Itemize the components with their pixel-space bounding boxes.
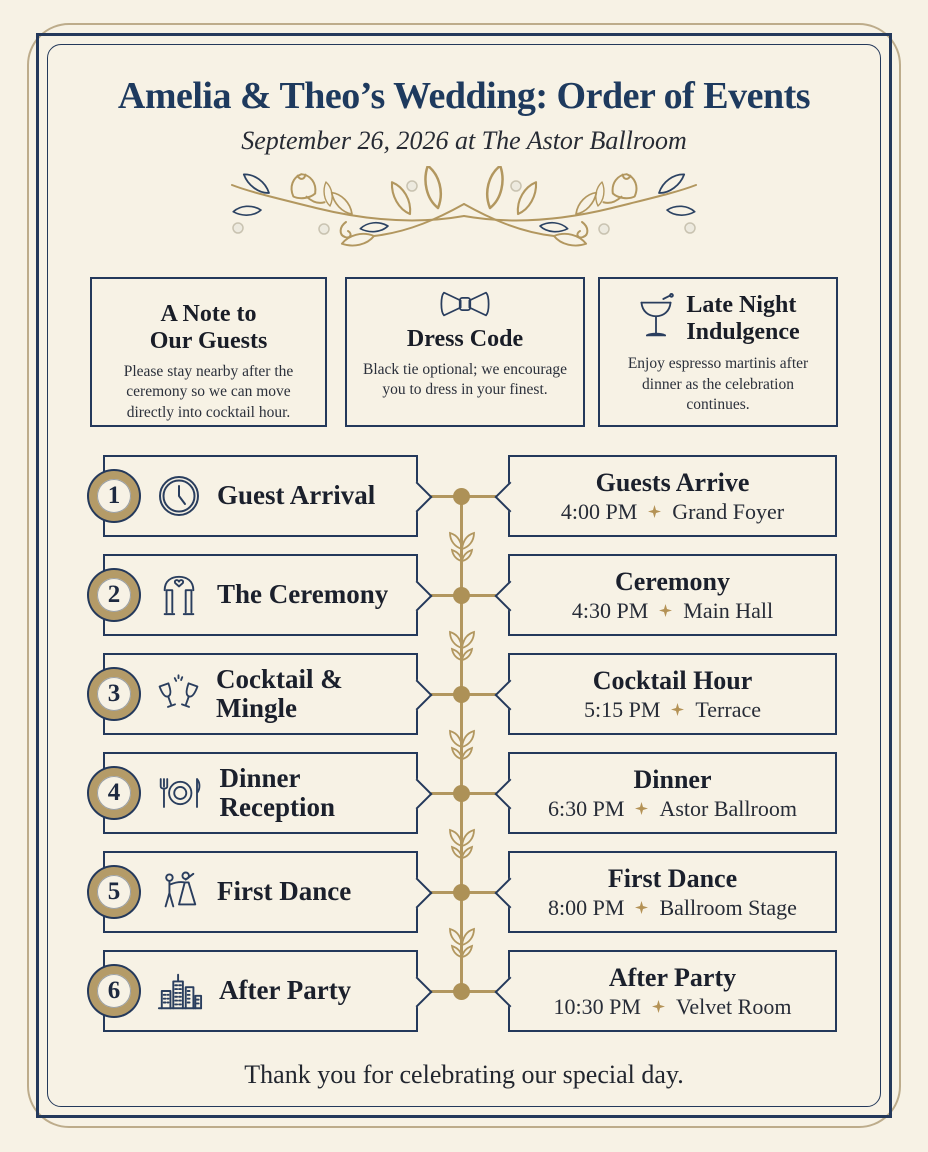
dancing-couple-icon <box>157 870 201 914</box>
event-time: 5:15 PM <box>583 696 661 722</box>
event-detail-box <box>508 851 837 933</box>
event-label: Guest Arrival <box>217 480 376 511</box>
city-skyline-icon <box>157 969 203 1013</box>
event-label: Cocktail & Mingle <box>216 663 343 723</box>
timeline-row <box>103 950 837 1032</box>
coupe-glass-icon <box>636 291 676 347</box>
event-title: Ceremony <box>614 566 731 596</box>
late-night-card <box>598 277 838 427</box>
bow-tie-icon <box>437 287 493 321</box>
event-label-box <box>103 455 418 537</box>
timeline-dot <box>453 488 470 505</box>
events-timeline <box>103 455 837 1035</box>
chevron-left <box>494 778 525 809</box>
note-to-guests-card <box>90 277 327 427</box>
timeline-row <box>103 455 837 537</box>
card-body: Enjoy espresso martinis after dinner as the celebration continues. <box>627 355 809 414</box>
timeline-row <box>103 752 837 834</box>
sparkle-icon <box>671 703 684 716</box>
wedding-arch-icon <box>157 573 201 617</box>
card-body: Please stay nearby after the ceremony so we can move directly into cocktail hour. <box>123 362 294 421</box>
sparkle-icon <box>648 505 661 518</box>
floral-divider-ornament <box>229 166 699 262</box>
timeline-row <box>103 653 837 735</box>
event-label: The Ceremony <box>217 579 389 610</box>
event-venue: Terrace <box>695 696 762 722</box>
page-title: Amelia & Theo’s Wedding: Order of Events <box>117 75 811 117</box>
event-title: First Dance <box>607 863 738 893</box>
event-title: Dinner <box>633 764 712 794</box>
card-title: Late Night Indulgence <box>686 292 800 345</box>
step-number-badge: 4 <box>89 768 139 818</box>
chevron-left <box>494 481 525 512</box>
champagne-glasses-icon <box>157 672 200 716</box>
event-label: Dinner Reception <box>219 762 335 822</box>
dress-code-card <box>345 277 585 427</box>
event-label-box <box>103 653 418 735</box>
chevron-right <box>401 580 432 611</box>
chevron-left <box>494 877 525 908</box>
event-time: 4:00 PM <box>560 498 638 524</box>
chevron-left <box>494 679 525 710</box>
chevron-left <box>494 580 525 611</box>
event-venue: Velvet Room <box>675 993 792 1019</box>
timeline-row <box>103 851 837 933</box>
event-title: After Party <box>608 962 737 992</box>
event-detail-box <box>508 950 837 1032</box>
timeline-dot <box>453 983 470 1000</box>
event-time: 4:30 PM <box>571 597 649 623</box>
sparkle-icon <box>635 802 648 815</box>
event-detail-box <box>508 455 837 537</box>
step-number-badge: 2 <box>89 570 139 620</box>
card-body: Black tie optional; we encourage you to dress in your finest. <box>362 360 567 399</box>
event-label-box <box>103 950 418 1032</box>
timeline-dot <box>453 884 470 901</box>
event-label: First Dance <box>217 876 352 907</box>
event-venue: Astor Ballroom <box>659 795 797 821</box>
event-detail-box <box>508 554 837 636</box>
chevron-left <box>494 976 525 1007</box>
card-title: A Note to Our Guests <box>149 301 268 354</box>
step-number-badge: 1 <box>89 471 139 521</box>
event-venue: Main Hall <box>683 597 774 623</box>
event-label-box <box>103 752 418 834</box>
timeline-dot <box>453 686 470 703</box>
step-number-badge: 6 <box>89 966 139 1016</box>
sparkle-icon <box>659 604 672 617</box>
event-label: After Party <box>219 975 352 1006</box>
step-number-badge: 5 <box>89 867 139 917</box>
event-detail-box <box>508 752 837 834</box>
event-detail-box <box>508 653 837 735</box>
chevron-right <box>401 877 432 908</box>
page-subtitle: September 26, 2026 at The Astor Ballroom <box>241 126 687 155</box>
event-venue: Grand Foyer <box>672 498 785 524</box>
timeline-dot <box>453 587 470 604</box>
sparkle-icon <box>652 1000 665 1013</box>
timeline-dot <box>453 785 470 802</box>
event-time: 6:30 PM <box>548 795 625 821</box>
timeline-row <box>103 554 837 636</box>
card-title: Dress Code <box>406 326 524 352</box>
event-title: Cocktail Hour <box>592 665 753 695</box>
sparkle-icon <box>635 901 648 914</box>
event-label-box <box>103 851 418 933</box>
event-label-box <box>103 554 418 636</box>
step-number-badge: 3 <box>89 669 139 719</box>
chevron-right <box>401 976 432 1007</box>
event-time: 10:30 PM <box>553 993 641 1019</box>
event-time: 8:00 PM <box>548 894 625 920</box>
place-setting-icon <box>157 772 204 814</box>
chevron-right <box>401 481 432 512</box>
footer-message: Thank you for celebrating our special day. <box>244 1060 684 1089</box>
clock-icon <box>157 474 201 518</box>
event-title: Guests Arrive <box>595 467 750 497</box>
event-venue: Ballroom Stage <box>659 894 797 920</box>
